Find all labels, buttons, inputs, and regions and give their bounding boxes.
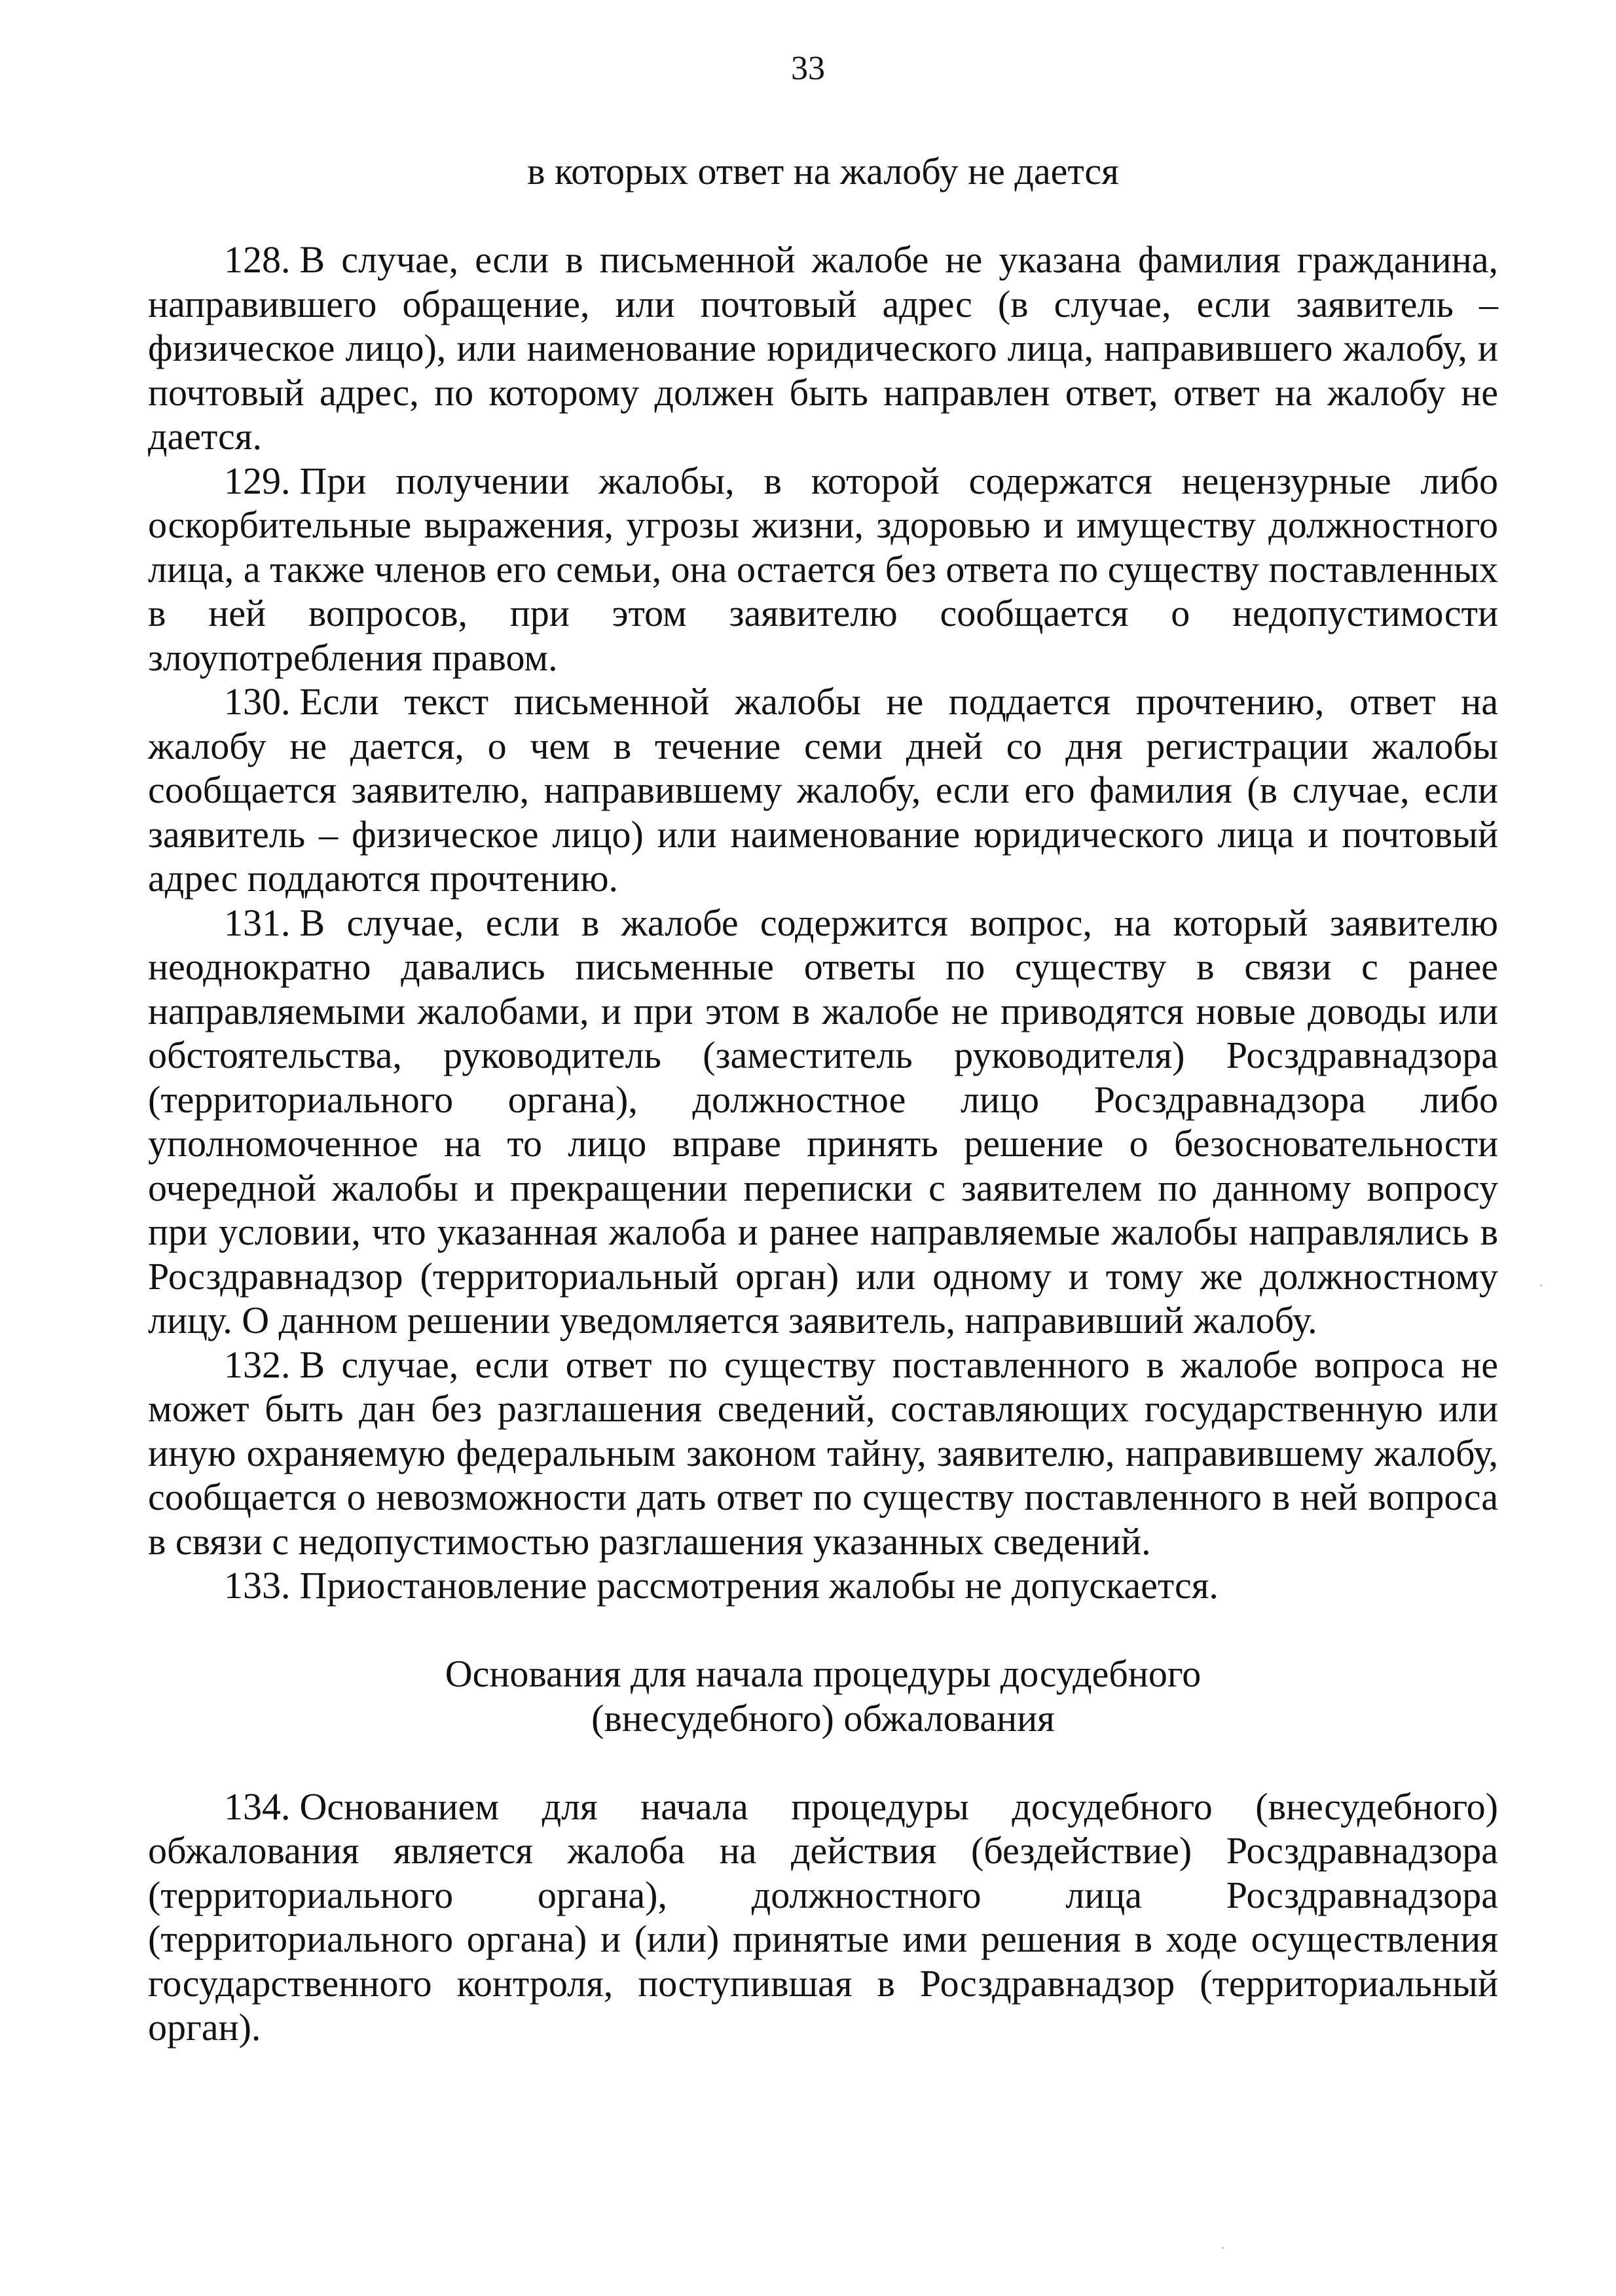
paragraph-text: Приостановление рассмотрения жалобы не допускается. — [299, 1564, 1219, 1607]
section-heading-line-1: Основания для начала процедуры досудебного — [445, 1652, 1202, 1695]
paragraph-text: В случае, если в письменной жалобе не указана фамилия гражданина, направившего обращение, или почтовый адрес (в случае, если заявитель – физическое лицо), или наименование юридического лица, направившего жалобу, и почтовый адрес, по которому должен быть направлен ответ, ответ на жалобу не дается. — [148, 238, 1498, 458]
section-heading-line-2: (внесудебного) обжалования — [591, 1696, 1055, 1740]
paragraph-number: 128. — [224, 238, 291, 281]
paragraph-text: Основанием для начала процедуры досудебного (внесудебного) обжалования является жалоба на действия (бездействие) Росздравнадзора (территориального органа), должностного лица Росздравнадзора (территориального органа) и (или) принятые ими решения в ходе осуществления государственного контроля, поступившая в Росздравнадзор (территориальный орган). — [148, 1785, 1498, 2049]
scan-speck — [1540, 1285, 1542, 1286]
paragraph-number: 133. — [224, 1564, 291, 1607]
paragraph-text: Если текст письменной жалобы не поддается прочтению, ответ на жалобу не дается, о чем в течение семи дней со дня регистрации жалобы сообщается заявителю, направившему жалобу, если его фамилия (в случае, если заявитель – физическое лицо) или наименование юридического лица и почтовый адрес поддаются прочтению. — [148, 680, 1498, 900]
paragraph-text: В случае, если ответ по существу поставленного в жалобе вопроса не может быть дан без разглашения сведений, составляющих государственную или иную охраняемую федеральным законом тайну, заявителю, направившему жалобу, сообщается о невозможности дать ответ по существу поставленного в ней вопроса в связи с недопустимостью разглашения указанных сведений. — [148, 1343, 1498, 1563]
paragraph-number: 129. — [224, 459, 291, 502]
scan-speck — [1222, 2247, 1224, 2249]
paragraph-134 — [148, 1785, 1498, 2050]
top-heading: в которых ответ на жалобу не дается — [527, 150, 1119, 192]
paragraph-text: В случае, если в жалобе содержится вопрос, на который заявителю неоднократно давались письменные ответы по существу в связи с ранее направляемыми жалобами, и при этом в жалобе не приводятся новые доводы или обстоятельства, руководитель (заместитель руководителя) Росздравнадзора (территориального органа), должностное лицо Росздравнадзора либо уполномоченное на то лицо вправе принять решение о безосновательности очередной жалобы и прекращении переписки с заявителем по данному вопросу при условии, что указанная жалоба и ранее направляемые жалобы направлялись в Росздравнадзор (территориальный орган) или одному и тому же должностному лицу. О данном решении уведомляется заявитель, направивший жалобу. — [148, 901, 1498, 1341]
paragraph-number: 130. — [224, 680, 291, 723]
paragraph-130 — [148, 680, 1498, 901]
paragraph-number: 134. — [224, 1785, 291, 1828]
page-number: 33 — [791, 50, 825, 87]
paragraph-128 — [148, 238, 1498, 459]
paragraph-text: При получении жалобы, в которой содержатся нецензурные либо оскорбительные выражения, угрозы жизни, здоровью и имуществу должностного лица, а также членов его семьи, она остается без ответа по существу поставленных в ней вопросов, при этом заявителю сообщается о недопустимости злоупотребления правом. — [148, 459, 1498, 679]
paragraph-132 — [148, 1343, 1498, 1564]
paragraph-133 — [148, 1563, 1498, 1608]
paragraph-number: 132. — [224, 1343, 291, 1386]
document-body — [148, 149, 1498, 2050]
section-heading — [148, 1652, 1498, 1740]
paragraph-number: 131. — [224, 901, 291, 944]
paragraph-131 — [148, 901, 1498, 1343]
paragraph-129 — [148, 459, 1498, 680]
